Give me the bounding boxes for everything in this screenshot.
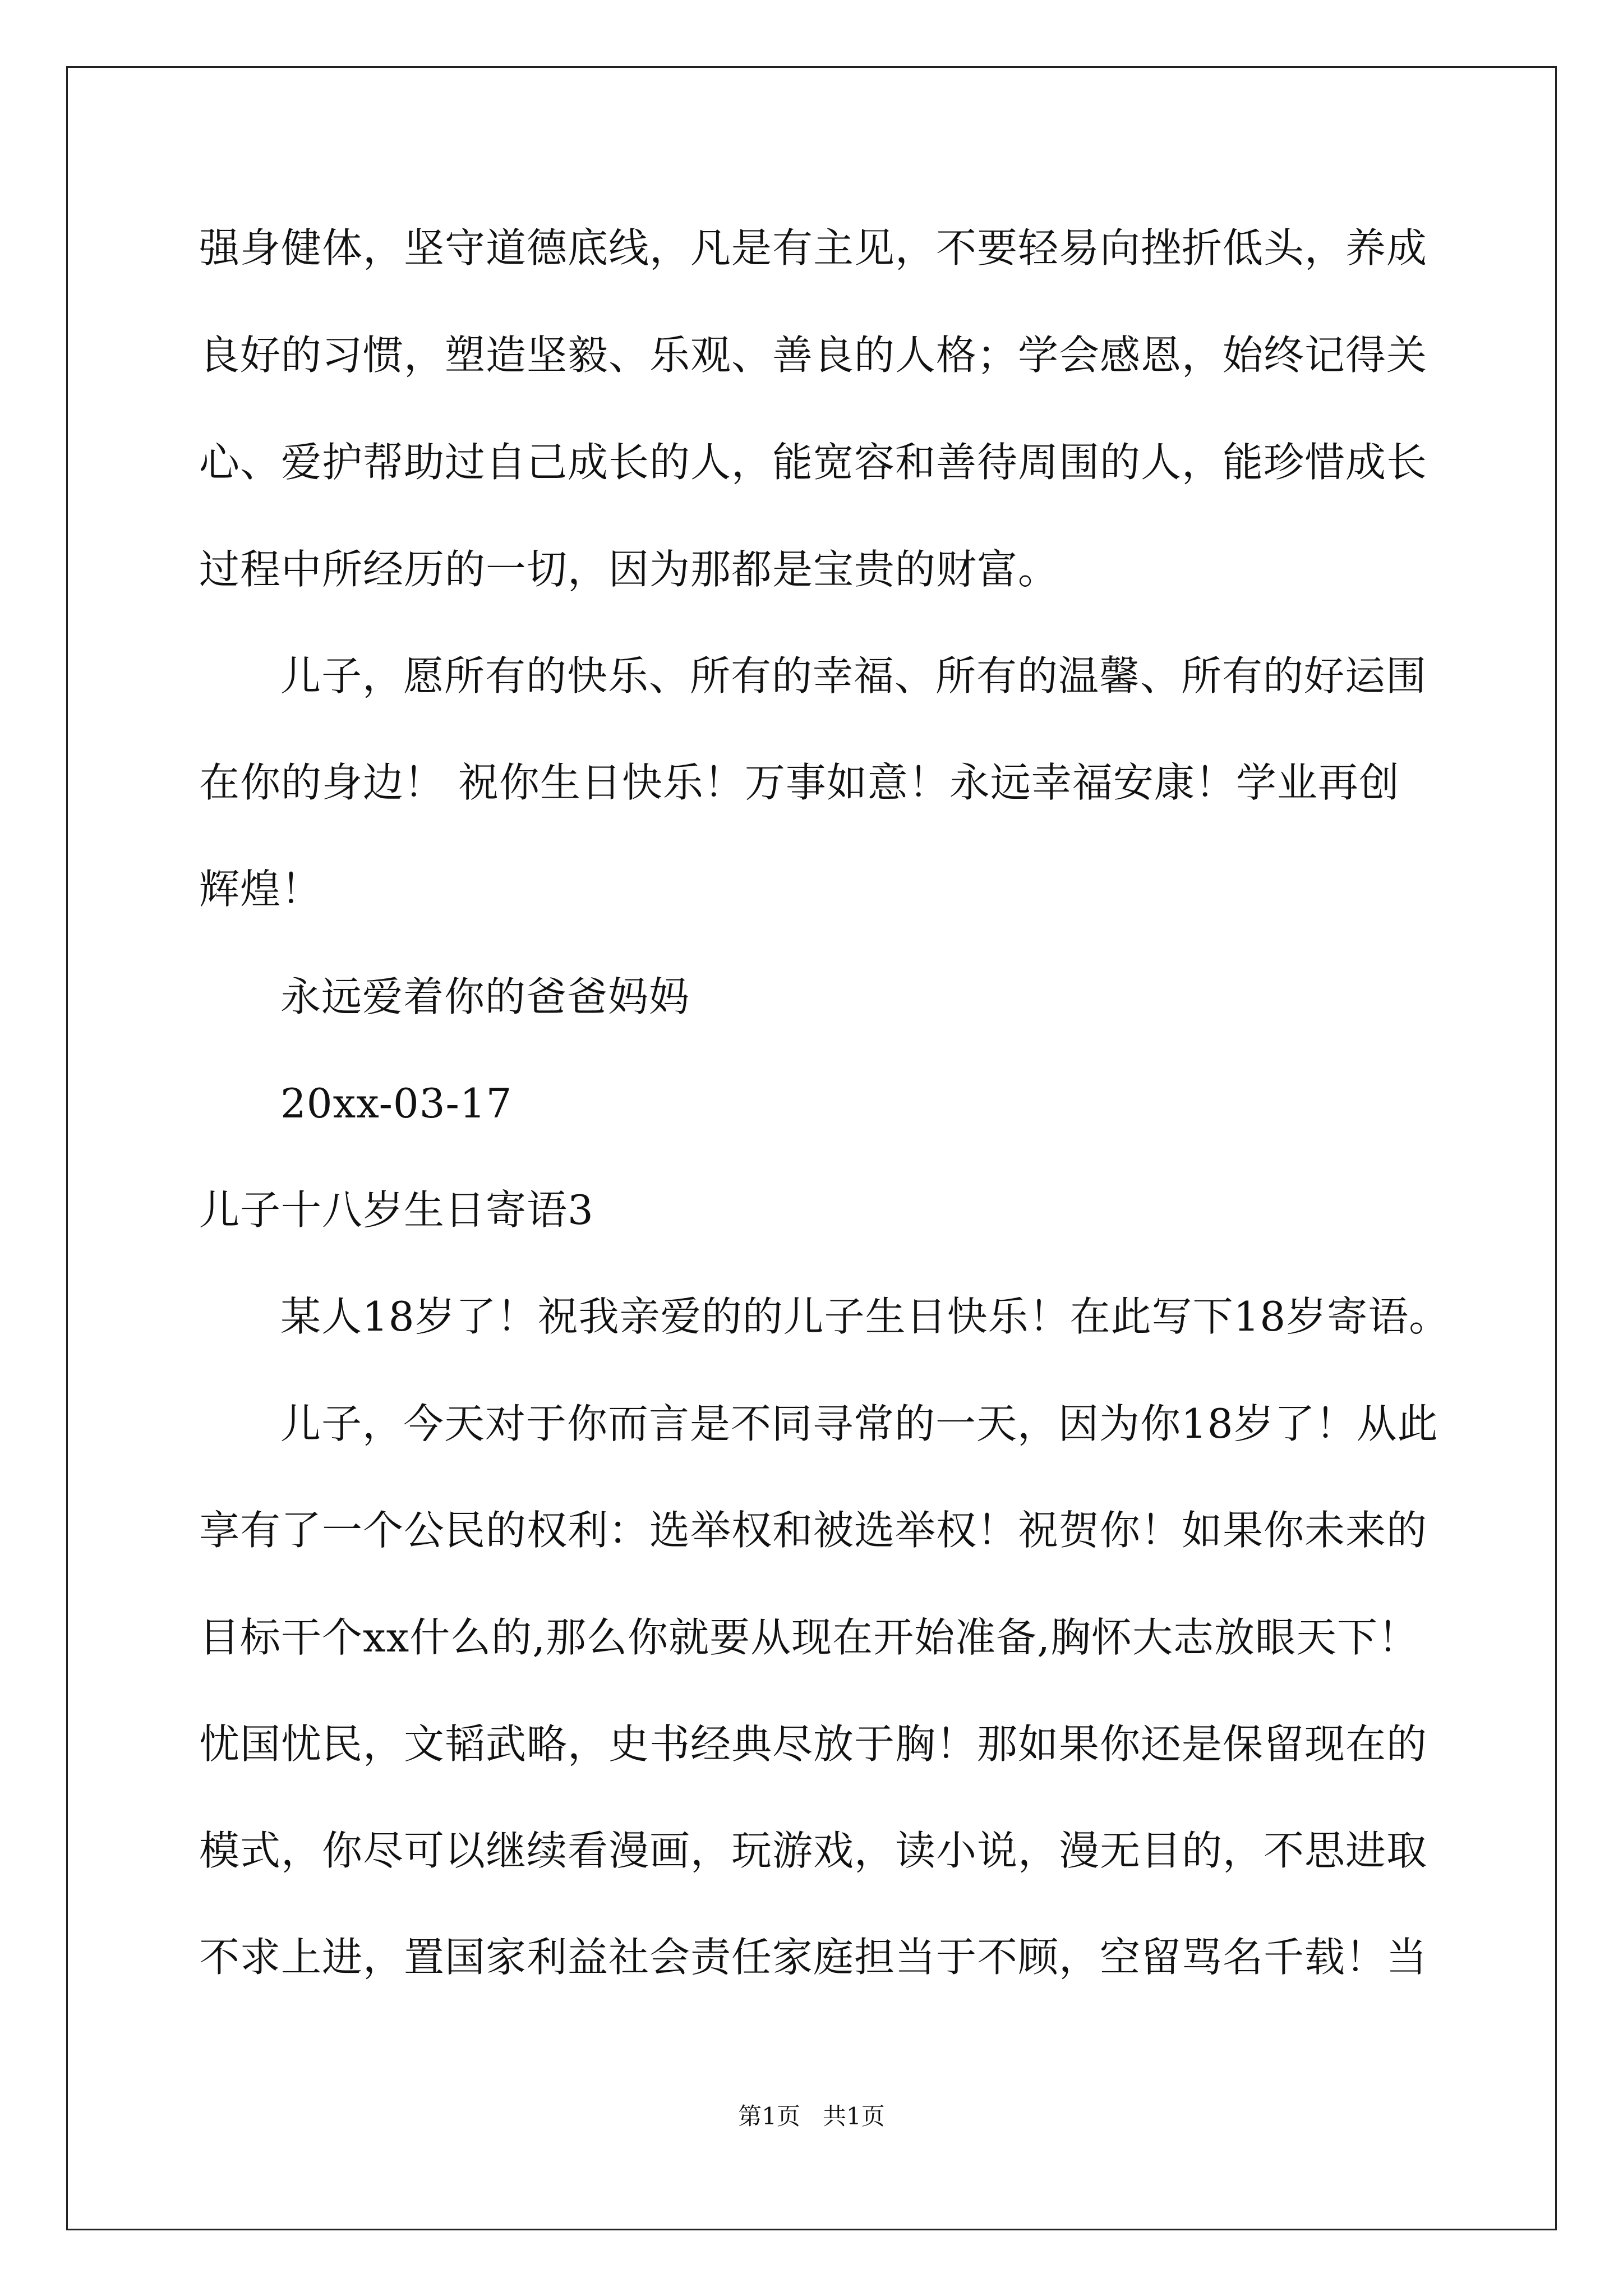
- body-text-line: 心、爱护帮助过自己成长的人，能宽容和善待周围的人，能珍惜成长: [199, 439, 1428, 486]
- body-text-line: 儿子，今天对于你而言是不同寻常的一天，因为你18岁了！从此: [280, 1400, 1438, 1447]
- body-text-line: 辉煌！: [199, 866, 322, 913]
- body-text-line: 在你的身边！ 祝你生日快乐！万事如意！永远幸福安康！学业再创: [199, 759, 1400, 806]
- body-text-line: 忧国忧民，文韬武略，史书经典尽放于胸！那如果你还是保留现在的: [199, 1720, 1428, 1768]
- page-number-footer: 第1页 共1页: [738, 2102, 885, 2130]
- page-frame: [66, 66, 1557, 2230]
- body-text-line: 过程中所经历的一切，因为那都是宝贵的财富。: [199, 546, 1059, 593]
- body-text-line: 某人18岁了！祝我亲爱的的儿子生日快乐！在此写下18岁寄语。: [280, 1293, 1450, 1340]
- signature: 永远爱着你的爸爸妈妈: [280, 973, 690, 1020]
- body-text-line: 强身健体，坚守道德底线，凡是有主见，不要轻易向挫折低头，养成: [199, 224, 1428, 272]
- body-text-line: 模式，你尽可以继续看漫画，玩游戏，读小说，漫无目的，不思进取: [199, 1827, 1428, 1874]
- body-text-line: 目标干个xx什么的,那么你就要从现在开始准备,胸怀大志放眼天下！: [199, 1614, 1419, 1661]
- body-text-line: 不求上进，置国家利益社会责任家庭担当于不顾，空留骂名千载！当: [199, 1934, 1428, 1981]
- body-text-line: 儿子，愿所有的快乐、所有的幸福、所有的温馨、所有的好运围: [280, 652, 1427, 700]
- section-title: 儿子十八岁生日寄语3: [199, 1186, 594, 1234]
- body-text-line: 良好的习惯，塑造坚毅、乐观、善良的人格；学会感恩，始终记得关: [199, 332, 1428, 379]
- letter-date: 20xx-03-17: [280, 1080, 513, 1127]
- body-text-line: 享有了一个公民的权利：选举权和被选举权！祝贺你！如果你未来的: [199, 1507, 1428, 1554]
